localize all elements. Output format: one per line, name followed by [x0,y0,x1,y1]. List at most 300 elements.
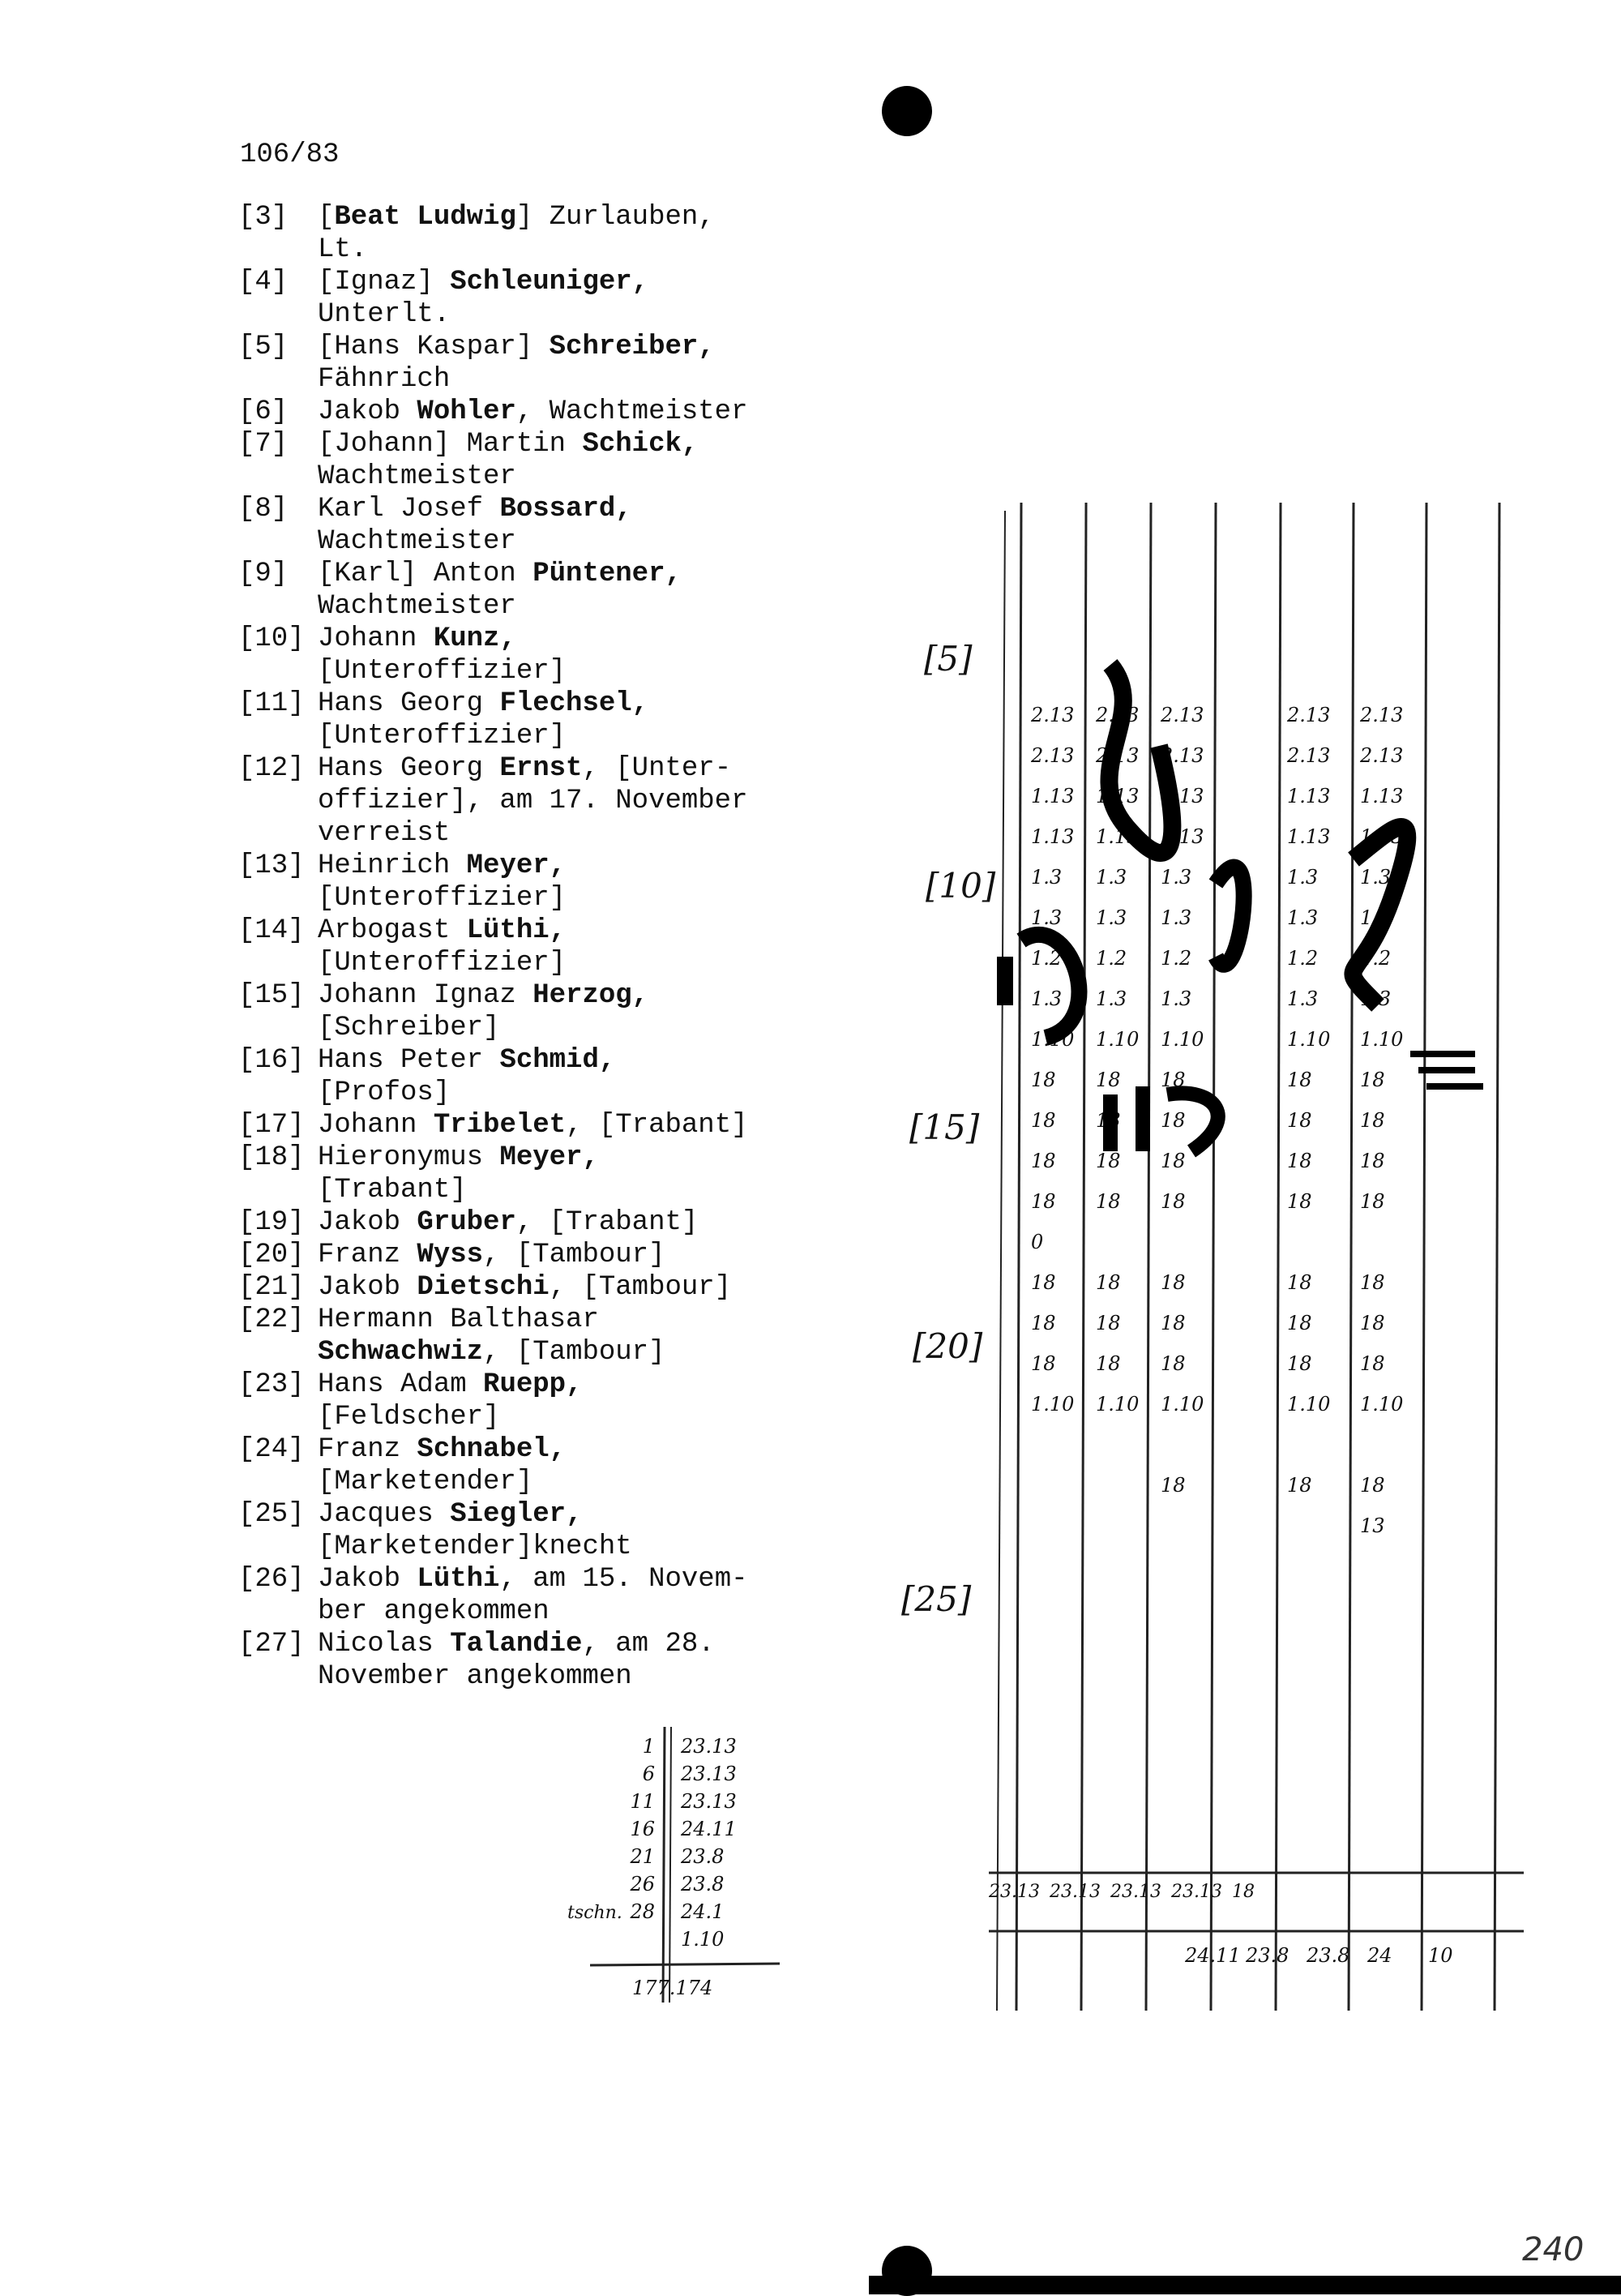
entry-line: Unterlt. [318,299,451,330]
ledger-cell: 1.13 [1287,825,1331,848]
entry-text: , am 28. [582,1629,715,1660]
roster-entry [238,623,806,688]
ledger-cell: 1.2 [1096,947,1127,970]
entry-line [318,915,806,947]
surname: , [499,623,516,654]
roster-entry [238,396,806,428]
sum-total: 177.174 [632,1977,713,1999]
entry-line: [Feldscher] [318,1402,500,1433]
ledger-cell: 18 [1031,1150,1056,1172]
entry-text: Jakob [318,1207,417,1238]
ledger-cell: 0 [1031,1231,1044,1253]
ledger-cell: 2.13 [1161,744,1204,767]
entry-line [318,752,806,785]
surname: Wohler [417,396,516,427]
ledger-cell: 2.13 [1287,704,1331,726]
ledger-cell: 18 [1031,1190,1056,1213]
entry-line [318,1369,806,1401]
sum-row-value: 23.13 [681,1790,737,1813]
ledger-cell: 1.3 [1096,906,1127,929]
ledger-cell: 18 [1360,1474,1385,1497]
roster-entry [238,1109,806,1142]
roster-entry [238,752,806,850]
ledger-cell: 1.13 [1161,825,1204,848]
sum-row-label: 16 [630,1818,655,1840]
pay-ledger [973,503,1524,2011]
sum-row-label: 6 [642,1763,655,1785]
roster-entry [238,1239,806,1271]
sum-row-label: 21 [630,1845,655,1868]
roster-entry [238,850,806,915]
ledger-cell: 18 [1096,1069,1121,1091]
entry-line [318,623,806,655]
ledger-cell: 1.3 [1287,866,1319,889]
roster-entry [238,1628,806,1693]
ledger-cell: 18 [1360,1069,1385,1091]
ledger-cell: 18 [1031,1069,1056,1091]
ledger-cell: 18 [1096,1109,1121,1132]
entry-text: Franz [318,1434,417,1465]
ledger-cell: 1.3 [1360,906,1392,929]
ledger-cell: 18 [1161,1271,1186,1294]
surname: Kunz [433,623,500,654]
ledger-cell: 18 [1360,1150,1385,1172]
surname: Püntener [532,559,665,589]
margin-label: [25] [901,1579,972,1619]
surname: Lüthi [466,915,550,946]
roster-entry [238,1563,806,1628]
entry-number: [7] [238,429,289,460]
ledger-cell: 1.13 [1360,785,1404,807]
sum-row-label: 11 [630,1790,655,1813]
roster-entry [238,266,806,331]
ledger-cell: 1.10 [1287,1028,1331,1051]
entry-line: November angekommen [318,1661,632,1692]
surname: , [665,559,682,589]
ledger-cell: 18 [1287,1190,1312,1213]
ledger-column-rule [1146,503,1151,2011]
entry-number: [27] [238,1629,305,1660]
entry-line: [Schreiber] [318,1013,500,1043]
page-number: 240 [1522,2231,1585,2268]
surname: Meyer [499,1142,583,1173]
entry-text: Arbogast [318,915,467,946]
ledger-cell: 18 [1360,1271,1385,1294]
surname: , [681,429,699,460]
ledger-cell: 1.13 [1031,785,1075,807]
ledger-cell: 18 [1096,1312,1121,1334]
ledger-cell: 2.13 [1287,744,1331,767]
entry-text: , Wachtmeister [515,396,748,427]
entry-line: [Unteroffizier] [318,948,567,979]
ledger-cell: 18 [1360,1190,1385,1213]
ledger-cell: 1.3 [1161,987,1192,1010]
ledger-column-rule [1495,503,1499,2011]
surname: , [698,332,715,362]
entry-line: Wachtmeister [318,526,516,557]
ledger-cell: 18 [1161,1150,1186,1172]
ledger-cell: 1.3 [1287,906,1319,929]
ledger-cell: 1.3 [1096,987,1127,1010]
entry-line [318,266,806,298]
entry-text: Hermann Balthasar [318,1304,599,1335]
ledger-cell: 1.10 [1031,1393,1075,1416]
entry-text: Hans Georg [318,688,500,719]
ledger-cell: 18 [1031,1271,1056,1294]
entry-text: , [Trabant] [515,1207,699,1238]
sum-row-label: 28 [630,1900,655,1923]
ledger-cell: 2.13 [1360,744,1404,767]
entry-line: [Profos] [318,1077,451,1108]
surname: Siegler [450,1499,567,1530]
entry-text: , [Tambour] [549,1272,732,1303]
sum-row-value: 23.13 [681,1763,737,1785]
entry-line: [Trabant] [318,1175,467,1206]
entry-number: [17] [238,1110,305,1141]
surname: Herzog [532,980,632,1011]
sum-row-label: 1 [642,1735,655,1758]
roster-entry [238,915,806,979]
roster-entry [238,201,806,266]
ledger-cell: 18 [1287,1312,1312,1334]
entry-text: [Hans Kaspar] [318,332,550,362]
entry-line: [Marketender]knecht [318,1531,632,1562]
entry-line: [Unteroffizier] [318,721,567,752]
ledger-cell: 1.2 [1287,947,1319,970]
entry-number: [18] [238,1142,305,1173]
ledger-cell: 1.13 [1360,825,1404,848]
entry-text: ] Zurlauben, [515,202,715,233]
entry-number: [24] [238,1434,305,1465]
ledger-cell: 18 [1161,1069,1186,1091]
surname: Schick [582,429,682,460]
surname: , [598,1045,616,1076]
surname: Meyer [466,850,550,881]
ledger-cell: 18 [1287,1150,1312,1172]
surname: Tribelet [433,1110,567,1141]
ledger-total: 23.13 [1050,1882,1101,1902]
ledger-column-rule [1422,503,1426,2011]
entry-number: [16] [238,1045,305,1076]
ledger-cell: 18 [1031,1312,1056,1334]
roster-entry [238,979,806,1044]
entry-number: [10] [238,623,305,654]
roster-entry [238,558,806,623]
ledger-cell: 18 [1161,1190,1186,1213]
ledger-cell: 1.10 [1161,1393,1204,1416]
roster-entry [238,1206,806,1239]
entry-number: [20] [238,1240,305,1270]
sum-row-value: 24.1 [681,1900,725,1923]
entry-line [318,396,806,428]
entry-text: Johann [318,623,434,654]
entry-number: [26] [238,1564,305,1595]
surname: Schmid [499,1045,599,1076]
ledger-cell: 18 [1096,1190,1121,1213]
entry-line [318,201,806,233]
entry-text: [Karl] Anton [318,559,533,589]
ledger-bottom-value: 10 [1428,1944,1453,1967]
sum-total-rule [590,1964,780,1965]
sum-row-value: 23.8 [681,1845,725,1868]
punch-hole-top [882,86,932,136]
surname: Schnabel [417,1434,550,1465]
ledger-cell: 18 [1161,1109,1186,1132]
surname: Talandie [450,1629,583,1660]
entry-number: [5] [238,332,289,362]
ledger-cell: 18 [1096,1150,1121,1172]
surname: Flechsel [499,688,632,719]
ledger-total: 23.13 [989,1882,1040,1902]
entry-text: Jacques [318,1499,451,1530]
roster-entry [238,331,806,396]
margin-label: [15] [909,1107,980,1147]
entry-line [318,979,806,1012]
ledger-cell: 1.3 [1161,906,1192,929]
surname: Schwachwiz [318,1337,484,1368]
entry-line [318,558,806,590]
ledger-cell: 2.13 [1031,704,1075,726]
ledger-cell: 18 [1360,1312,1385,1334]
entry-line: [Marketender] [318,1467,533,1497]
entry-text: [ [318,202,335,233]
ledger-cell: 13 [1360,1514,1385,1537]
surname: Wyss [417,1240,484,1270]
entry-number: [14] [238,915,305,946]
ledger-cell: 1.13 [1161,785,1204,807]
ledger-column-rule [1016,503,1021,2011]
entry-text: Hans Georg [318,753,500,784]
entry-line: [Unteroffizier] [318,656,567,687]
entry-number: [12] [238,753,305,784]
entry-line [318,1336,806,1369]
entry-line [318,1239,806,1271]
entry-text: , [Trabant] [566,1110,748,1141]
surname: Ernst [499,753,583,784]
ledger-cell: 1.3 [1360,866,1392,889]
ledger-cell: 18 [1161,1352,1186,1375]
entry-line [318,688,806,720]
entry-number: [25] [238,1499,305,1530]
ledger-cell: 18 [1161,1474,1186,1497]
ledger-cell: 18 [1031,1109,1056,1132]
entry-number: [9] [238,559,289,589]
ledger-column-rule [1276,503,1281,2011]
entry-number: [11] [238,688,305,719]
sum-row-value: 23.13 [681,1735,737,1758]
document-id: 106/83 [240,139,340,170]
surname: Schleuniger [450,267,632,298]
ledger-bottom-value: 24.11 [1185,1944,1241,1967]
surname: , [631,688,649,719]
ledger-column-rule [1349,503,1354,2011]
margin-label: [10] [926,866,996,906]
ledger-column-rule [1211,503,1216,2011]
ledger-cell: 1.10 [1360,1393,1404,1416]
surname: , [566,1499,583,1530]
ledger-cell: 1.10 [1161,1028,1204,1051]
ledger-cell: 1.3 [1031,866,1063,889]
entry-text: Franz [318,1240,417,1270]
entry-line [318,1304,806,1336]
roster-entry [238,1369,806,1433]
ledger-cell: 18 [1161,1312,1186,1334]
entry-text: , am 15. Novem- [499,1564,748,1595]
ledger-cell: 1.3 [1031,906,1063,929]
ledger-cell: 2.13 [1096,704,1140,726]
ledger-cell: 2.13 [1031,744,1075,767]
ledger-cell: 18 [1360,1352,1385,1375]
entry-line: offizier], am 17. November [318,786,748,816]
sum-row-label: 26 [630,1873,655,1895]
surname: , [566,1369,583,1400]
ledger-total: 23.13 [1171,1882,1222,1902]
ledger-bottom-value: 24 [1367,1944,1392,1967]
entry-number: [21] [238,1272,305,1303]
ledger-cell: 1.13 [1031,825,1075,848]
surname: , [631,267,649,298]
margin-label: [5] [924,639,973,679]
ledger-cell: 1.3 [1161,866,1192,889]
ledger-cell: 1.10 [1096,1028,1140,1051]
ledger-bottom-value: 23.8 [1246,1944,1290,1967]
ledger-cell: 1.10 [1360,1028,1404,1051]
entry-text: Karl Josef [318,494,500,525]
roster-entry [238,1044,806,1109]
entry-line: Fähnrich [318,364,451,395]
ledger-cell: 18 [1096,1352,1121,1375]
entry-text: [Johann] Martin [318,429,583,460]
ledger-cell: 18 [1096,1271,1121,1294]
sum-row-value: 24.11 [681,1818,737,1840]
surname: , [631,980,649,1011]
entry-number: [3] [238,202,289,233]
surname: Schreiber [549,332,699,362]
ledger-total: 23.13 [1110,1882,1161,1902]
ledger-column-rule [997,511,1005,2011]
entry-text: Hans Adam [318,1369,484,1400]
entry-line: verreist [318,818,451,849]
entry-line [318,1142,806,1174]
entry-number: [13] [238,850,305,881]
ledger-column-rule [1081,503,1086,2011]
entry-line: Lt. [318,234,368,265]
entry-text: Johann [318,1110,434,1141]
entry-line [318,1109,806,1142]
entry-text: , [Tambour] [483,1337,665,1368]
entry-text: , [Tambour] [483,1240,665,1270]
entry-line [318,1433,806,1466]
surname: , [549,850,567,881]
scan-edge [869,2276,1621,2294]
roster-list [238,201,806,1693]
entry-number: [4] [238,267,289,298]
entry-number: [6] [238,396,289,427]
entry-line [318,1563,806,1596]
entry-line [318,428,806,460]
ledger-cell: 18 [1287,1069,1312,1091]
surname: , [549,915,567,946]
ledger-cell: 18 [1287,1352,1312,1375]
entry-text: Jakob [318,1564,417,1595]
ledger-total: 18 [1232,1882,1255,1902]
roster-entry [238,493,806,558]
entry-line [318,1044,806,1077]
entry-text: Johann Ignaz [318,980,533,1011]
roster-entry [238,1271,806,1304]
entry-line [318,1628,806,1660]
surname: Lüthi [417,1564,500,1595]
entry-text: , [Unter- [582,753,732,784]
ledger-cell: 18 [1287,1109,1312,1132]
ledger-bottom-value: 23.8 [1307,1944,1350,1967]
sum-column-rule [663,1727,665,2003]
sum-side-note: tschn. [567,1903,622,1923]
entry-line: Wachtmeister [318,461,516,492]
ledger-cell: 18 [1287,1474,1312,1497]
ledger-cell: 1.3 [1287,987,1319,1010]
roster-entry [238,428,806,493]
ledger-cell: 1.10 [1096,1393,1140,1416]
roster-entry [238,1142,806,1206]
sum-row-value: 23.8 [681,1873,725,1895]
surname: Bossard [499,494,616,525]
ledger-cell: 1.2 [1161,947,1192,970]
ledger-cell: 1.3 [1096,866,1127,889]
ledger-cell: 1.3 [1360,987,1392,1010]
surname: , [615,494,632,525]
entry-line [318,331,806,363]
ledger-cell: 18 [1287,1271,1312,1294]
surname: Beat Ludwig [334,202,516,233]
entry-line: [Unteroffizier] [318,883,567,914]
sum-row-value: 1.10 [681,1928,725,1951]
ledger-cell: 18 [1031,1352,1056,1375]
ledger-cell: 1.13 [1287,785,1331,807]
entry-text: [Ignaz] [318,267,451,298]
ledger-cell: 1.3 [1031,987,1063,1010]
entry-text: Hans Peter [318,1045,500,1076]
entry-text: Heinrich [318,850,467,881]
surname: Gruber [417,1207,516,1238]
ink-flourish [1216,867,1244,965]
sum-column-rule [669,1727,671,2003]
entry-number: [23] [238,1369,305,1400]
entry-text: Jakob [318,1272,417,1303]
roster-entry [238,1498,806,1563]
surname: Dietschi [417,1272,550,1303]
entry-line [318,493,806,525]
ledger-cell: 1.10 [1287,1393,1331,1416]
entry-line: ber angekommen [318,1596,550,1627]
entry-line [318,1498,806,1531]
ledger-cell: 1.13 [1096,785,1140,807]
entry-number: [15] [238,980,305,1011]
ledger-cell: 2.13 [1096,744,1140,767]
ledger-cell: 1.2 [1031,947,1063,970]
ledger-cell: 1.13 [1096,825,1140,848]
sum-table [567,1727,786,2011]
entry-number: [19] [238,1207,305,1238]
ledger-cell: 2.13 [1360,704,1404,726]
roster-entry [238,688,806,752]
entry-number: [8] [238,494,289,525]
entry-line [318,1271,806,1304]
roster-entry [238,1304,806,1369]
entry-text: Nicolas [318,1629,451,1660]
ledger-cell: 2.13 [1161,704,1204,726]
entry-number: [22] [238,1304,305,1335]
